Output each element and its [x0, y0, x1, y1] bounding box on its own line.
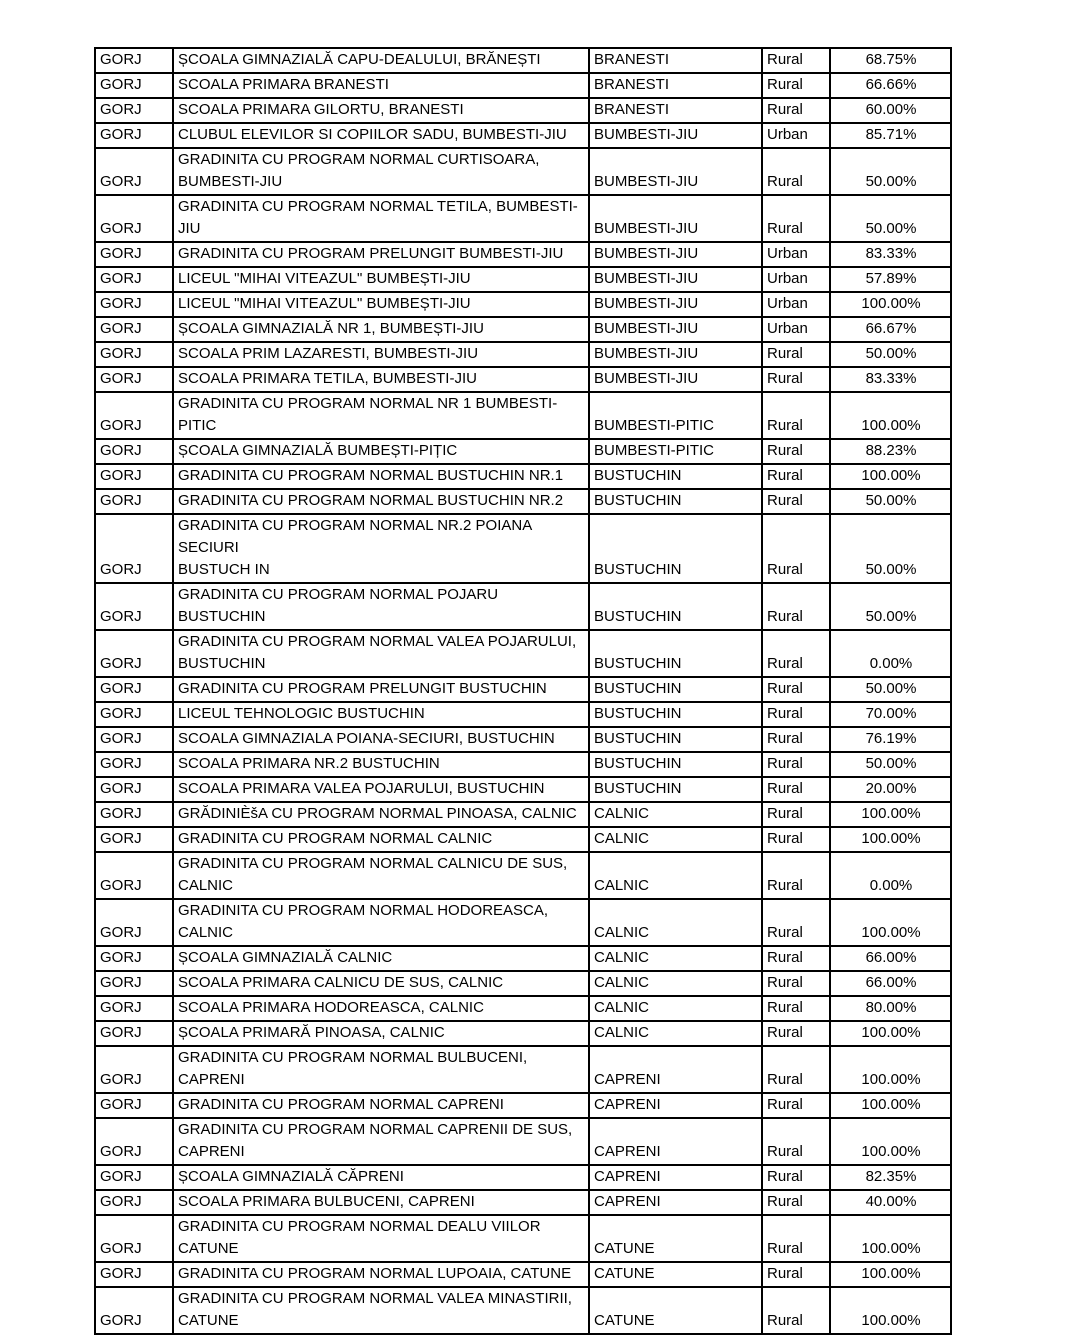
cell-percent: 100.00%	[830, 1093, 951, 1118]
cell-school: GRADINITA CU PROGRAM NORMAL BUSTUCHIN NR.2	[173, 489, 589, 514]
cell-locality: CALNIC	[589, 852, 762, 899]
cell-area: Rural	[762, 1093, 830, 1118]
table-row	[95, 195, 951, 242]
cell-school: LICEUL "MIHAI VITEAZUL" BUMBEȘTI-JIU	[173, 292, 589, 317]
cell-percent: 20.00%	[830, 777, 951, 802]
cell-area: Rural	[762, 1021, 830, 1046]
cell-percent: 100.00%	[830, 392, 951, 439]
cell-percent: 66.00%	[830, 946, 951, 971]
cell-locality: BUMBESTI-JIU	[589, 148, 762, 195]
table-row	[95, 392, 951, 439]
table-row	[95, 827, 951, 852]
cell-area: Rural	[762, 1190, 830, 1215]
cell-locality: CATUNE	[589, 1287, 762, 1334]
cell-locality: CALNIC	[589, 899, 762, 946]
cell-school: SCOALA PRIMARA NR.2 BUSTUCHIN	[173, 752, 589, 777]
table-row	[95, 777, 951, 802]
cell-area: Rural	[762, 392, 830, 439]
cell-school: SCOALA GIMNAZIALA POIANA-SECIURI, BUSTUCHIN	[173, 727, 589, 752]
cell-locality: CAPRENI	[589, 1118, 762, 1165]
cell-area: Urban	[762, 267, 830, 292]
table-row	[95, 464, 951, 489]
cell-school: GRADINITA CU PROGRAM NORMAL NR.2 POIANA SECIURI BUSTUCH IN	[173, 514, 589, 583]
cell-area: Rural	[762, 464, 830, 489]
cell-school: GRADINITA CU PROGRAM NORMAL DEALU VIILOR CATUNE	[173, 1215, 589, 1262]
cell-county: GORJ	[95, 242, 173, 267]
cell-locality: BUMBESTI-JIU	[589, 317, 762, 342]
cell-percent: 85.71%	[830, 123, 951, 148]
cell-locality: BUSTUCHIN	[589, 489, 762, 514]
cell-county: GORJ	[95, 583, 173, 630]
table-row	[95, 73, 951, 98]
cell-percent: 60.00%	[830, 98, 951, 123]
table-row	[95, 630, 951, 677]
table-row	[95, 489, 951, 514]
cell-percent: 100.00%	[830, 827, 951, 852]
cell-area: Rural	[762, 439, 830, 464]
cell-percent: 70.00%	[830, 702, 951, 727]
cell-area: Rural	[762, 489, 830, 514]
cell-county: GORJ	[95, 971, 173, 996]
cell-school: GRADINITA CU PROGRAM NORMAL CURTISOARA, BUMBESTI-JIU	[173, 148, 589, 195]
cell-percent: 100.00%	[830, 464, 951, 489]
cell-county: GORJ	[95, 48, 173, 73]
cell-locality: BUSTUCHIN	[589, 752, 762, 777]
cell-percent: 100.00%	[830, 1215, 951, 1262]
cell-county: GORJ	[95, 292, 173, 317]
cell-locality: BUSTUCHIN	[589, 630, 762, 677]
cell-area: Rural	[762, 702, 830, 727]
cell-percent: 50.00%	[830, 489, 951, 514]
cell-area: Rural	[762, 827, 830, 852]
cell-percent: 88.23%	[830, 439, 951, 464]
cell-area: Rural	[762, 1287, 830, 1334]
cell-locality: CATUNE	[589, 1215, 762, 1262]
cell-county: GORJ	[95, 827, 173, 852]
cell-county: GORJ	[95, 1190, 173, 1215]
cell-locality: BRANESTI	[589, 98, 762, 123]
table-row	[95, 514, 951, 583]
cell-locality: BUMBESTI-PITIC	[589, 392, 762, 439]
cell-county: GORJ	[95, 677, 173, 702]
table-row	[95, 802, 951, 827]
cell-percent: 68.75%	[830, 48, 951, 73]
cell-locality: CAPRENI	[589, 1046, 762, 1093]
table-row	[95, 1262, 951, 1287]
cell-locality: BRANESTI	[589, 73, 762, 98]
cell-school: GRADINITA CU PROGRAM PRELUNGIT BUSTUCHIN	[173, 677, 589, 702]
cell-area: Urban	[762, 317, 830, 342]
cell-county: GORJ	[95, 727, 173, 752]
schools-table-body	[95, 48, 951, 1334]
table-row	[95, 1046, 951, 1093]
cell-area: Rural	[762, 752, 830, 777]
cell-percent: 50.00%	[830, 195, 951, 242]
cell-locality: BUMBESTI-JIU	[589, 292, 762, 317]
cell-county: GORJ	[95, 1262, 173, 1287]
cell-percent: 100.00%	[830, 1118, 951, 1165]
cell-area: Rural	[762, 677, 830, 702]
document-sheet	[94, 47, 952, 1335]
cell-school: GRADINITA CU PROGRAM NORMAL CAPRENI	[173, 1093, 589, 1118]
table-row	[95, 48, 951, 73]
table-row	[95, 292, 951, 317]
table-row	[95, 317, 951, 342]
cell-school: ȘCOALA GIMNAZIALĂ CALNIC	[173, 946, 589, 971]
cell-locality: CALNIC	[589, 827, 762, 852]
table-row	[95, 677, 951, 702]
cell-school: GRADINITA CU PROGRAM NORMAL TETILA, BUMBESTI-JIU	[173, 195, 589, 242]
cell-county: GORJ	[95, 98, 173, 123]
cell-county: GORJ	[95, 1046, 173, 1093]
cell-school: GRADINITA CU PROGRAM NORMAL BULBUCENI, CAPRENI	[173, 1046, 589, 1093]
cell-area: Rural	[762, 98, 830, 123]
cell-area: Rural	[762, 367, 830, 392]
cell-area: Rural	[762, 777, 830, 802]
cell-locality: BUMBESTI-JIU	[589, 367, 762, 392]
cell-percent: 83.33%	[830, 242, 951, 267]
cell-percent: 50.00%	[830, 148, 951, 195]
table-row	[95, 1287, 951, 1334]
cell-locality: CALNIC	[589, 971, 762, 996]
cell-locality: CALNIC	[589, 802, 762, 827]
cell-percent: 100.00%	[830, 1046, 951, 1093]
cell-locality: BUSTUCHIN	[589, 514, 762, 583]
cell-locality: CAPRENI	[589, 1190, 762, 1215]
table-row	[95, 899, 951, 946]
cell-area: Rural	[762, 1118, 830, 1165]
cell-county: GORJ	[95, 702, 173, 727]
cell-locality: CAPRENI	[589, 1093, 762, 1118]
cell-county: GORJ	[95, 489, 173, 514]
cell-percent: 50.00%	[830, 342, 951, 367]
cell-locality: BUSTUCHIN	[589, 727, 762, 752]
cell-percent: 100.00%	[830, 1021, 951, 1046]
cell-school: LICEUL TEHNOLOGIC BUSTUCHIN	[173, 702, 589, 727]
cell-percent: 66.67%	[830, 317, 951, 342]
cell-locality: CALNIC	[589, 946, 762, 971]
cell-locality: BUMBESTI-JIU	[589, 195, 762, 242]
cell-school: ȘCOALA GIMNAZIALĂ CAPU-DEALULUI, BRĂNEȘTI	[173, 48, 589, 73]
cell-area: Rural	[762, 1262, 830, 1287]
cell-area: Rural	[762, 514, 830, 583]
cell-locality: BUMBESTI-JIU	[589, 342, 762, 367]
table-row	[95, 702, 951, 727]
table-row	[95, 727, 951, 752]
table-row	[95, 852, 951, 899]
cell-locality: CAPRENI	[589, 1165, 762, 1190]
cell-percent: 100.00%	[830, 899, 951, 946]
table-row	[95, 267, 951, 292]
table-row	[95, 367, 951, 392]
cell-county: GORJ	[95, 392, 173, 439]
cell-percent: 100.00%	[830, 1262, 951, 1287]
cell-county: GORJ	[95, 1118, 173, 1165]
cell-area: Urban	[762, 292, 830, 317]
cell-area: Rural	[762, 727, 830, 752]
cell-school: SCOALA PRIMARA HODOREASCA, CALNIC	[173, 996, 589, 1021]
cell-locality: BUSTUCHIN	[589, 583, 762, 630]
cell-county: GORJ	[95, 1287, 173, 1334]
table-row	[95, 1165, 951, 1190]
cell-county: GORJ	[95, 123, 173, 148]
cell-percent: 40.00%	[830, 1190, 951, 1215]
cell-school: GRADINITA CU PROGRAM NORMAL VALEA POJARULUI, BUSTUCHIN	[173, 630, 589, 677]
cell-school: SCOALA PRIMARA VALEA POJARULUI, BUSTUCHIN	[173, 777, 589, 802]
cell-area: Rural	[762, 1215, 830, 1262]
cell-locality: BRANESTI	[589, 48, 762, 73]
cell-percent: 50.00%	[830, 677, 951, 702]
cell-percent: 66.66%	[830, 73, 951, 98]
cell-county: GORJ	[95, 1215, 173, 1262]
cell-locality: BUSTUCHIN	[589, 777, 762, 802]
cell-percent: 0.00%	[830, 630, 951, 677]
cell-locality: CATUNE	[589, 1262, 762, 1287]
cell-percent: 82.35%	[830, 1165, 951, 1190]
cell-percent: 57.89%	[830, 267, 951, 292]
cell-area: Rural	[762, 48, 830, 73]
cell-school: SCOALA PRIMARA BRANESTI	[173, 73, 589, 98]
cell-school: GRADINITA CU PROGRAM NORMAL CALNIC	[173, 827, 589, 852]
cell-county: GORJ	[95, 752, 173, 777]
cell-area: Rural	[762, 1046, 830, 1093]
cell-locality: BUMBESTI-PITIC	[589, 439, 762, 464]
cell-area: Rural	[762, 73, 830, 98]
cell-percent: 100.00%	[830, 1287, 951, 1334]
table-row	[95, 971, 951, 996]
cell-area: Rural	[762, 971, 830, 996]
table-row	[95, 1093, 951, 1118]
table-row	[95, 342, 951, 367]
cell-school: ȘCOALA GIMNAZIALĂ BUMBEȘTI-PIȚIC	[173, 439, 589, 464]
cell-area: Urban	[762, 242, 830, 267]
cell-area: Rural	[762, 195, 830, 242]
cell-area: Rural	[762, 1165, 830, 1190]
cell-percent: 80.00%	[830, 996, 951, 1021]
table-row	[95, 148, 951, 195]
cell-county: GORJ	[95, 946, 173, 971]
cell-county: GORJ	[95, 852, 173, 899]
cell-county: GORJ	[95, 148, 173, 195]
cell-school: GRADINITA CU PROGRAM NORMAL LUPOAIA, CATUNE	[173, 1262, 589, 1287]
cell-locality: CALNIC	[589, 1021, 762, 1046]
cell-percent: 76.19%	[830, 727, 951, 752]
table-row	[95, 1215, 951, 1262]
cell-county: GORJ	[95, 195, 173, 242]
cell-percent: 50.00%	[830, 752, 951, 777]
schools-table	[94, 47, 952, 1335]
cell-county: GORJ	[95, 367, 173, 392]
cell-school: ȘCOALA PRIMARĂ PINOASA, CALNIC	[173, 1021, 589, 1046]
cell-county: GORJ	[95, 514, 173, 583]
cell-area: Rural	[762, 802, 830, 827]
cell-percent: 66.00%	[830, 971, 951, 996]
cell-locality: BUMBESTI-JIU	[589, 267, 762, 292]
cell-school: SCOALA PRIMARA GILORTU, BRANESTI	[173, 98, 589, 123]
cell-county: GORJ	[95, 73, 173, 98]
cell-percent: 50.00%	[830, 583, 951, 630]
cell-school: GRADINITA CU PROGRAM NORMAL BUSTUCHIN NR.1	[173, 464, 589, 489]
cell-percent: 100.00%	[830, 292, 951, 317]
table-row	[95, 1190, 951, 1215]
cell-percent: 83.33%	[830, 367, 951, 392]
table-row	[95, 752, 951, 777]
table-row	[95, 1118, 951, 1165]
cell-percent: 100.00%	[830, 802, 951, 827]
cell-school: GRĂDINIÈšA CU PROGRAM NORMAL PINOASA, CALNIC	[173, 802, 589, 827]
cell-school: ȘCOALA GIMNAZIALĂ NR 1, BUMBEȘTI-JIU	[173, 317, 589, 342]
cell-county: GORJ	[95, 317, 173, 342]
cell-school: SCOALA PRIMARA CALNICU DE SUS, CALNIC	[173, 971, 589, 996]
cell-locality: BUMBESTI-JIU	[589, 123, 762, 148]
cell-area: Rural	[762, 946, 830, 971]
table-row	[95, 98, 951, 123]
cell-area: Rural	[762, 583, 830, 630]
cell-county: GORJ	[95, 342, 173, 367]
cell-school: SCOALA PRIM LAZARESTI, BUMBESTI-JIU	[173, 342, 589, 367]
cell-county: GORJ	[95, 777, 173, 802]
cell-county: GORJ	[95, 439, 173, 464]
cell-school: GRADINITA CU PROGRAM NORMAL POJARU BUSTUCHIN	[173, 583, 589, 630]
cell-area: Urban	[762, 123, 830, 148]
cell-area: Rural	[762, 852, 830, 899]
cell-area: Rural	[762, 342, 830, 367]
table-row	[95, 1021, 951, 1046]
cell-area: Rural	[762, 630, 830, 677]
cell-school: GRADINITA CU PROGRAM NORMAL CAPRENII DE SUS, CAPRENI	[173, 1118, 589, 1165]
cell-percent: 50.00%	[830, 514, 951, 583]
cell-county: GORJ	[95, 1021, 173, 1046]
table-row	[95, 946, 951, 971]
cell-area: Rural	[762, 148, 830, 195]
table-row	[95, 123, 951, 148]
cell-locality: BUMBESTI-JIU	[589, 242, 762, 267]
cell-school: GRADINITA CU PROGRAM PRELUNGIT BUMBESTI-JIU	[173, 242, 589, 267]
cell-percent: 0.00%	[830, 852, 951, 899]
cell-area: Rural	[762, 996, 830, 1021]
table-row	[95, 996, 951, 1021]
table-row	[95, 439, 951, 464]
table-row	[95, 583, 951, 630]
cell-locality: BUSTUCHIN	[589, 464, 762, 489]
cell-county: GORJ	[95, 630, 173, 677]
cell-locality: BUSTUCHIN	[589, 677, 762, 702]
cell-county: GORJ	[95, 899, 173, 946]
cell-county: GORJ	[95, 802, 173, 827]
cell-school: GRADINITA CU PROGRAM NORMAL CALNICU DE SUS, CALNIC	[173, 852, 589, 899]
cell-school: SCOALA PRIMARA TETILA, BUMBESTI-JIU	[173, 367, 589, 392]
cell-school: GRADINITA CU PROGRAM NORMAL HODOREASCA, CALNIC	[173, 899, 589, 946]
cell-school: SCOALA PRIMARA BULBUCENI, CAPRENI	[173, 1190, 589, 1215]
cell-area: Rural	[762, 899, 830, 946]
cell-school: CLUBUL ELEVILOR SI COPIILOR SADU, BUMBESTI-JIU	[173, 123, 589, 148]
cell-county: GORJ	[95, 1093, 173, 1118]
cell-school: GRADINITA CU PROGRAM NORMAL VALEA MINASTIRII, CATUNE	[173, 1287, 589, 1334]
cell-locality: CALNIC	[589, 996, 762, 1021]
table-row	[95, 242, 951, 267]
cell-county: GORJ	[95, 267, 173, 292]
cell-county: GORJ	[95, 464, 173, 489]
cell-county: GORJ	[95, 1165, 173, 1190]
cell-locality: BUSTUCHIN	[589, 702, 762, 727]
cell-school: ȘCOALA GIMNAZIALĂ CĂPRENI	[173, 1165, 589, 1190]
cell-school: LICEUL "MIHAI VITEAZUL" BUMBEȘTI-JIU	[173, 267, 589, 292]
cell-county: GORJ	[95, 996, 173, 1021]
cell-school: GRADINITA CU PROGRAM NORMAL NR 1 BUMBESTI-PITIC	[173, 392, 589, 439]
